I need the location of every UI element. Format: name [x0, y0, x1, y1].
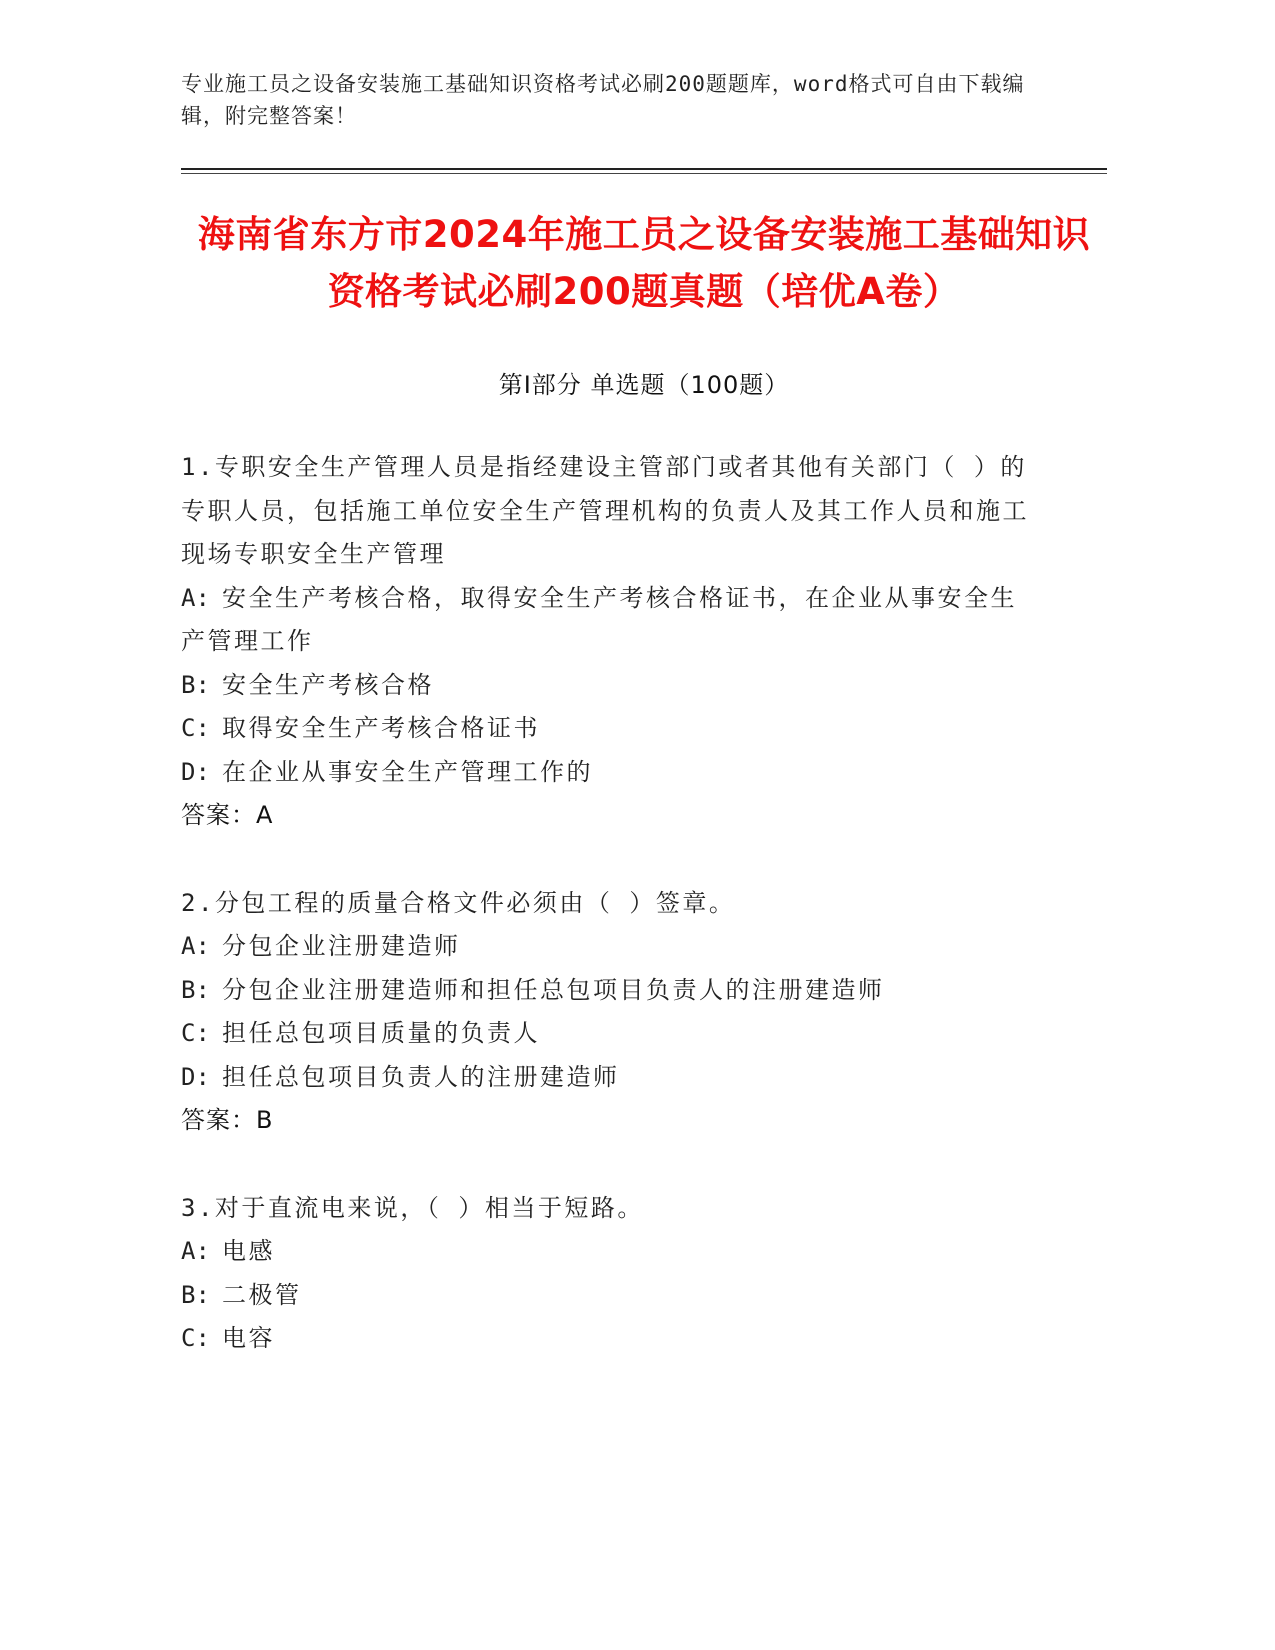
option-letter: C:	[181, 714, 210, 742]
option-a	[181, 925, 1041, 969]
option-letter: B:	[181, 975, 210, 1004]
option-text: 担任总包项目质量的负责人	[222, 1019, 540, 1047]
option-text: 二极管	[222, 1280, 302, 1309]
option-letter: A:	[181, 932, 210, 960]
section-title: 第I部分 单选题（100题）	[498, 371, 790, 399]
option-c	[181, 1317, 1041, 1361]
option-text: 在企业从事安全生产管理工作的	[222, 757, 593, 786]
option-d	[181, 751, 1041, 795]
option-c	[181, 1012, 1041, 1056]
header-divider-thick	[181, 168, 1107, 170]
option-text: 分包企业注册建造师和担任总包项目负责人的注册建造师	[222, 975, 885, 1004]
option-text: 分包企业注册建造师	[222, 932, 461, 960]
option-text: 电容	[222, 1324, 275, 1352]
option-b	[181, 664, 1041, 708]
option-a	[181, 577, 1041, 664]
option-letter: D:	[181, 757, 210, 786]
option-letter: B:	[181, 670, 210, 699]
question-stem: 3.对于直流电来说，（ ）相当于短路。	[181, 1193, 644, 1222]
option-text: 安全生产考核合格，取得安全生产考核合格证书，在企业从事安全生产管理工作	[181, 583, 1017, 655]
answer: 答案：A	[181, 801, 274, 829]
header-divider-thin	[181, 173, 1107, 174]
answer: 答案：B	[181, 1106, 274, 1134]
option-letter: A:	[181, 583, 210, 612]
question-3	[181, 1187, 1107, 1361]
option-letter: C:	[181, 1019, 210, 1047]
option-text: 电感	[222, 1237, 275, 1265]
option-letter: A:	[181, 1237, 210, 1265]
question-1	[181, 446, 1107, 838]
option-b	[181, 969, 1041, 1013]
document-page	[181, 68, 1107, 1361]
question-2	[181, 882, 1107, 1143]
option-a	[181, 1230, 1041, 1274]
question-stem: 1.专职安全生产管理人员是指经建设主管部门或者其他有关部门（ ）的专职人员，包括施工单位安全生产管理机构的负责人及其工作人员和施工现场专职安全生产管理	[181, 453, 1029, 568]
option-letter: D:	[181, 1062, 210, 1091]
question-stem: 2.分包工程的质量合格文件必须由（ ）签章。	[181, 888, 736, 917]
option-text: 担任总包项目负责人的注册建造师	[222, 1062, 620, 1091]
option-b	[181, 1274, 1041, 1318]
option-c	[181, 707, 1041, 751]
header-note: 专业施工员之设备安装施工基础知识资格考试必刷200题题库，word格式可自由下载编辑，附完整答案！	[181, 72, 1025, 128]
option-text: 取得安全生产考核合格证书	[222, 714, 540, 742]
option-letter: C:	[181, 1324, 210, 1352]
option-text: 安全生产考核合格	[222, 670, 434, 699]
option-letter: B:	[181, 1280, 210, 1309]
document-title: 海南省东方市2024年施工员之设备安装施工基础知识资格考试必刷200题真题（培优A卷）	[197, 213, 1091, 313]
option-d	[181, 1056, 1041, 1100]
